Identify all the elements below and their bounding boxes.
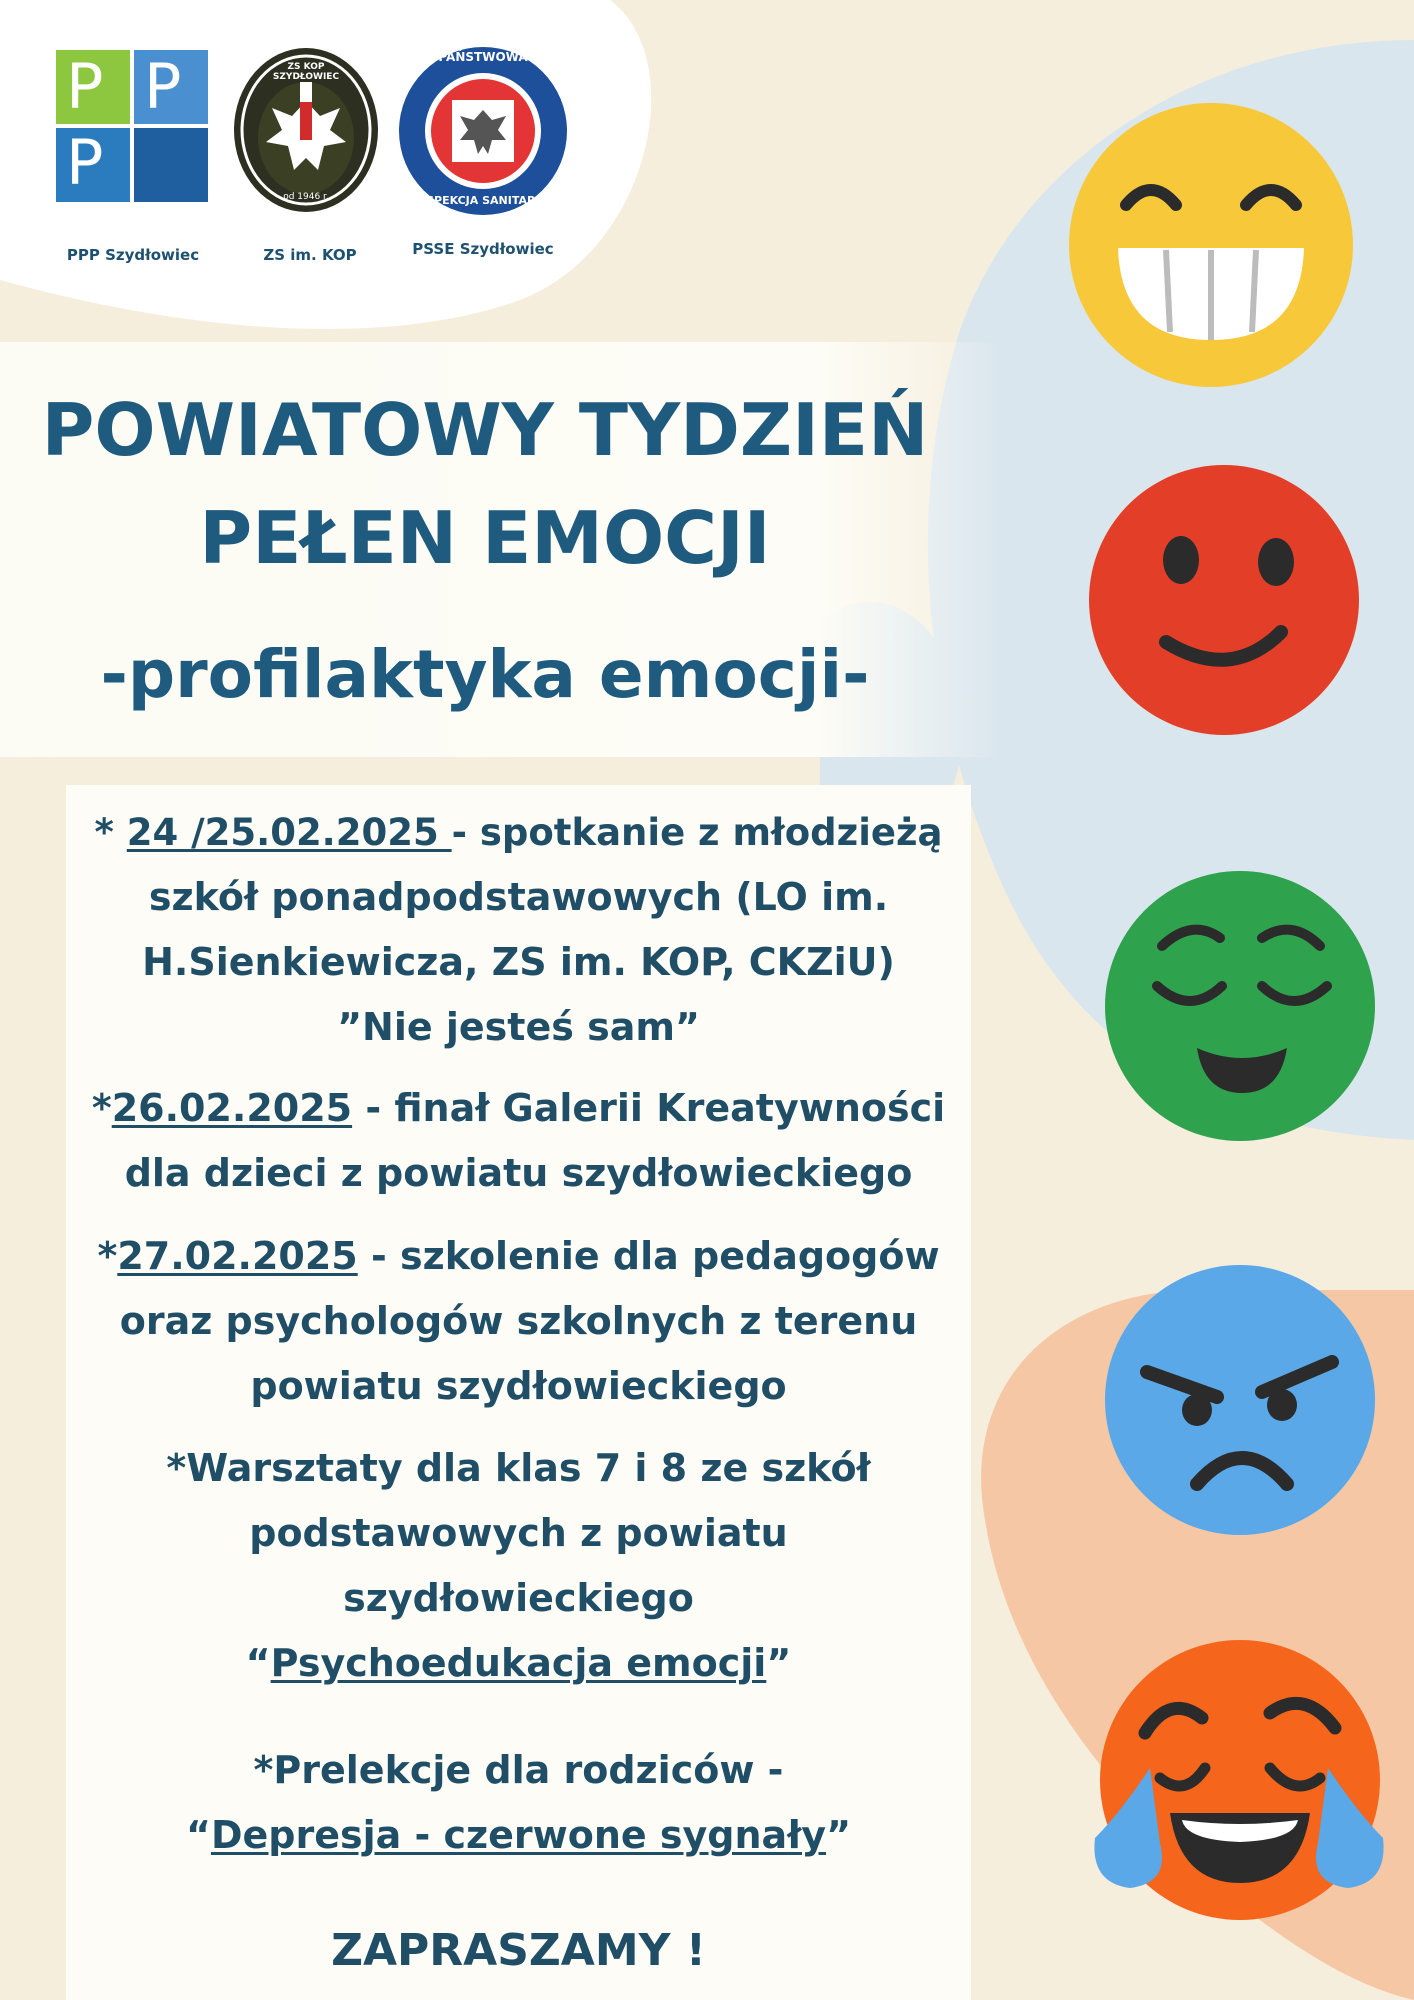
event-1-separator: - (451, 811, 480, 854)
event-item-5 (66, 1738, 971, 1868)
page-title-line-2: PEŁEN EMOCJI (199, 496, 771, 580)
relieved-face-icon (1102, 868, 1378, 1144)
event-item-2 (66, 1076, 971, 1206)
ppp-letter-1: P (66, 50, 104, 123)
event-3-line-3: powiatu szydłowieckiego (250, 1364, 787, 1408)
ppp-letter-2: P (144, 50, 182, 123)
ppp-logo-label: PPP Szydłowiec (66, 246, 200, 264)
zs-kop-logo (232, 46, 380, 214)
event-item-4 (66, 1436, 971, 1696)
page-subtitle: -profilaktyka emocji- (100, 636, 870, 713)
event-4-title-line (66, 1631, 971, 1696)
event-4-open-quote: “ (245, 1641, 271, 1685)
event-3-text-a: szkolenie dla pedagogów (399, 1234, 940, 1278)
event-5-close-quote: ” (826, 1813, 852, 1857)
event-4-line-1: *Warsztaty dla klas 7 i 8 ze szkół (166, 1446, 871, 1490)
event-3-line-1 (66, 1224, 971, 1289)
psse-ring-top: PAŃSTWOWA (438, 50, 528, 64)
event-item-1 (66, 800, 971, 1060)
zs-kop-logo-label: ZS im. KOP (263, 246, 357, 264)
event-2-bullet: * (91, 1086, 112, 1130)
event-5-title: Depresja - czerwone sygnały (210, 1813, 827, 1857)
event-4-title: Psychoedukacja emocji (270, 1641, 767, 1685)
ppp-letter-3: P (66, 126, 104, 199)
event-4-close-quote: ” (766, 1641, 792, 1685)
event-1-text-a: spotkanie z młodzieżą (479, 811, 943, 854)
event-3-line-2: oraz psychologów szkolnych z terenu (119, 1299, 918, 1343)
event-2-text-a: finał Galerii Kreatywności (394, 1086, 946, 1130)
event-5-open-quote: “ (185, 1813, 211, 1857)
zs-year: od 1946 r. (283, 192, 329, 202)
event-2-line-1 (66, 1076, 971, 1141)
event-2-date: 26.02.2025 (111, 1086, 353, 1130)
psse-ring-bottom: INSPEKCJA SANITARNA (412, 194, 554, 207)
event-3-separator: - (357, 1234, 400, 1278)
event-1-date: 24 /25.02.2025 (126, 811, 452, 854)
tears-of-joy-face-icon (1090, 1628, 1390, 1928)
call-to-action: ZAPRASZAMY ! (331, 1925, 706, 1976)
event-2-separator: - (352, 1086, 395, 1130)
event-1-line-1 (66, 800, 971, 865)
grinning-face-icon (1066, 100, 1356, 390)
event-4-line-2: podstawowych z powiatu (249, 1511, 788, 1555)
event-2-line-2: dla dzieci z powiatu szydłowieckiego (124, 1151, 913, 1195)
event-3-bullet: * (97, 1234, 118, 1278)
event-1-line-2: szkół ponadpodstawowych (LO im. (148, 875, 889, 919)
event-item-3 (66, 1224, 971, 1419)
event-4-line-3: szydłowieckiego (343, 1576, 694, 1620)
event-5-title-line (66, 1803, 971, 1868)
angry-face-icon (1102, 1262, 1378, 1538)
psse-logo (398, 46, 568, 216)
event-1-quote: ”Nie jesteś sam” (337, 1005, 700, 1049)
page-title-line-1: POWIATOWY TYDZIEŃ (41, 388, 929, 472)
zs-ring-text: ZS KOP SZYDŁOWIEC (272, 62, 340, 82)
smiling-face-icon (1086, 462, 1362, 738)
event-5-line-1: *Prelekcje dla rodziców - (253, 1748, 784, 1792)
event-3-date: 27.02.2025 (117, 1234, 358, 1278)
event-1-bullet: * (94, 811, 127, 854)
ppp-logo (56, 50, 208, 202)
event-1-line-3: H.Sienkiewicza, ZS im. KOP, CKZiU) (142, 940, 895, 984)
psse-logo-label: PSSE Szydłowiec (412, 240, 554, 258)
